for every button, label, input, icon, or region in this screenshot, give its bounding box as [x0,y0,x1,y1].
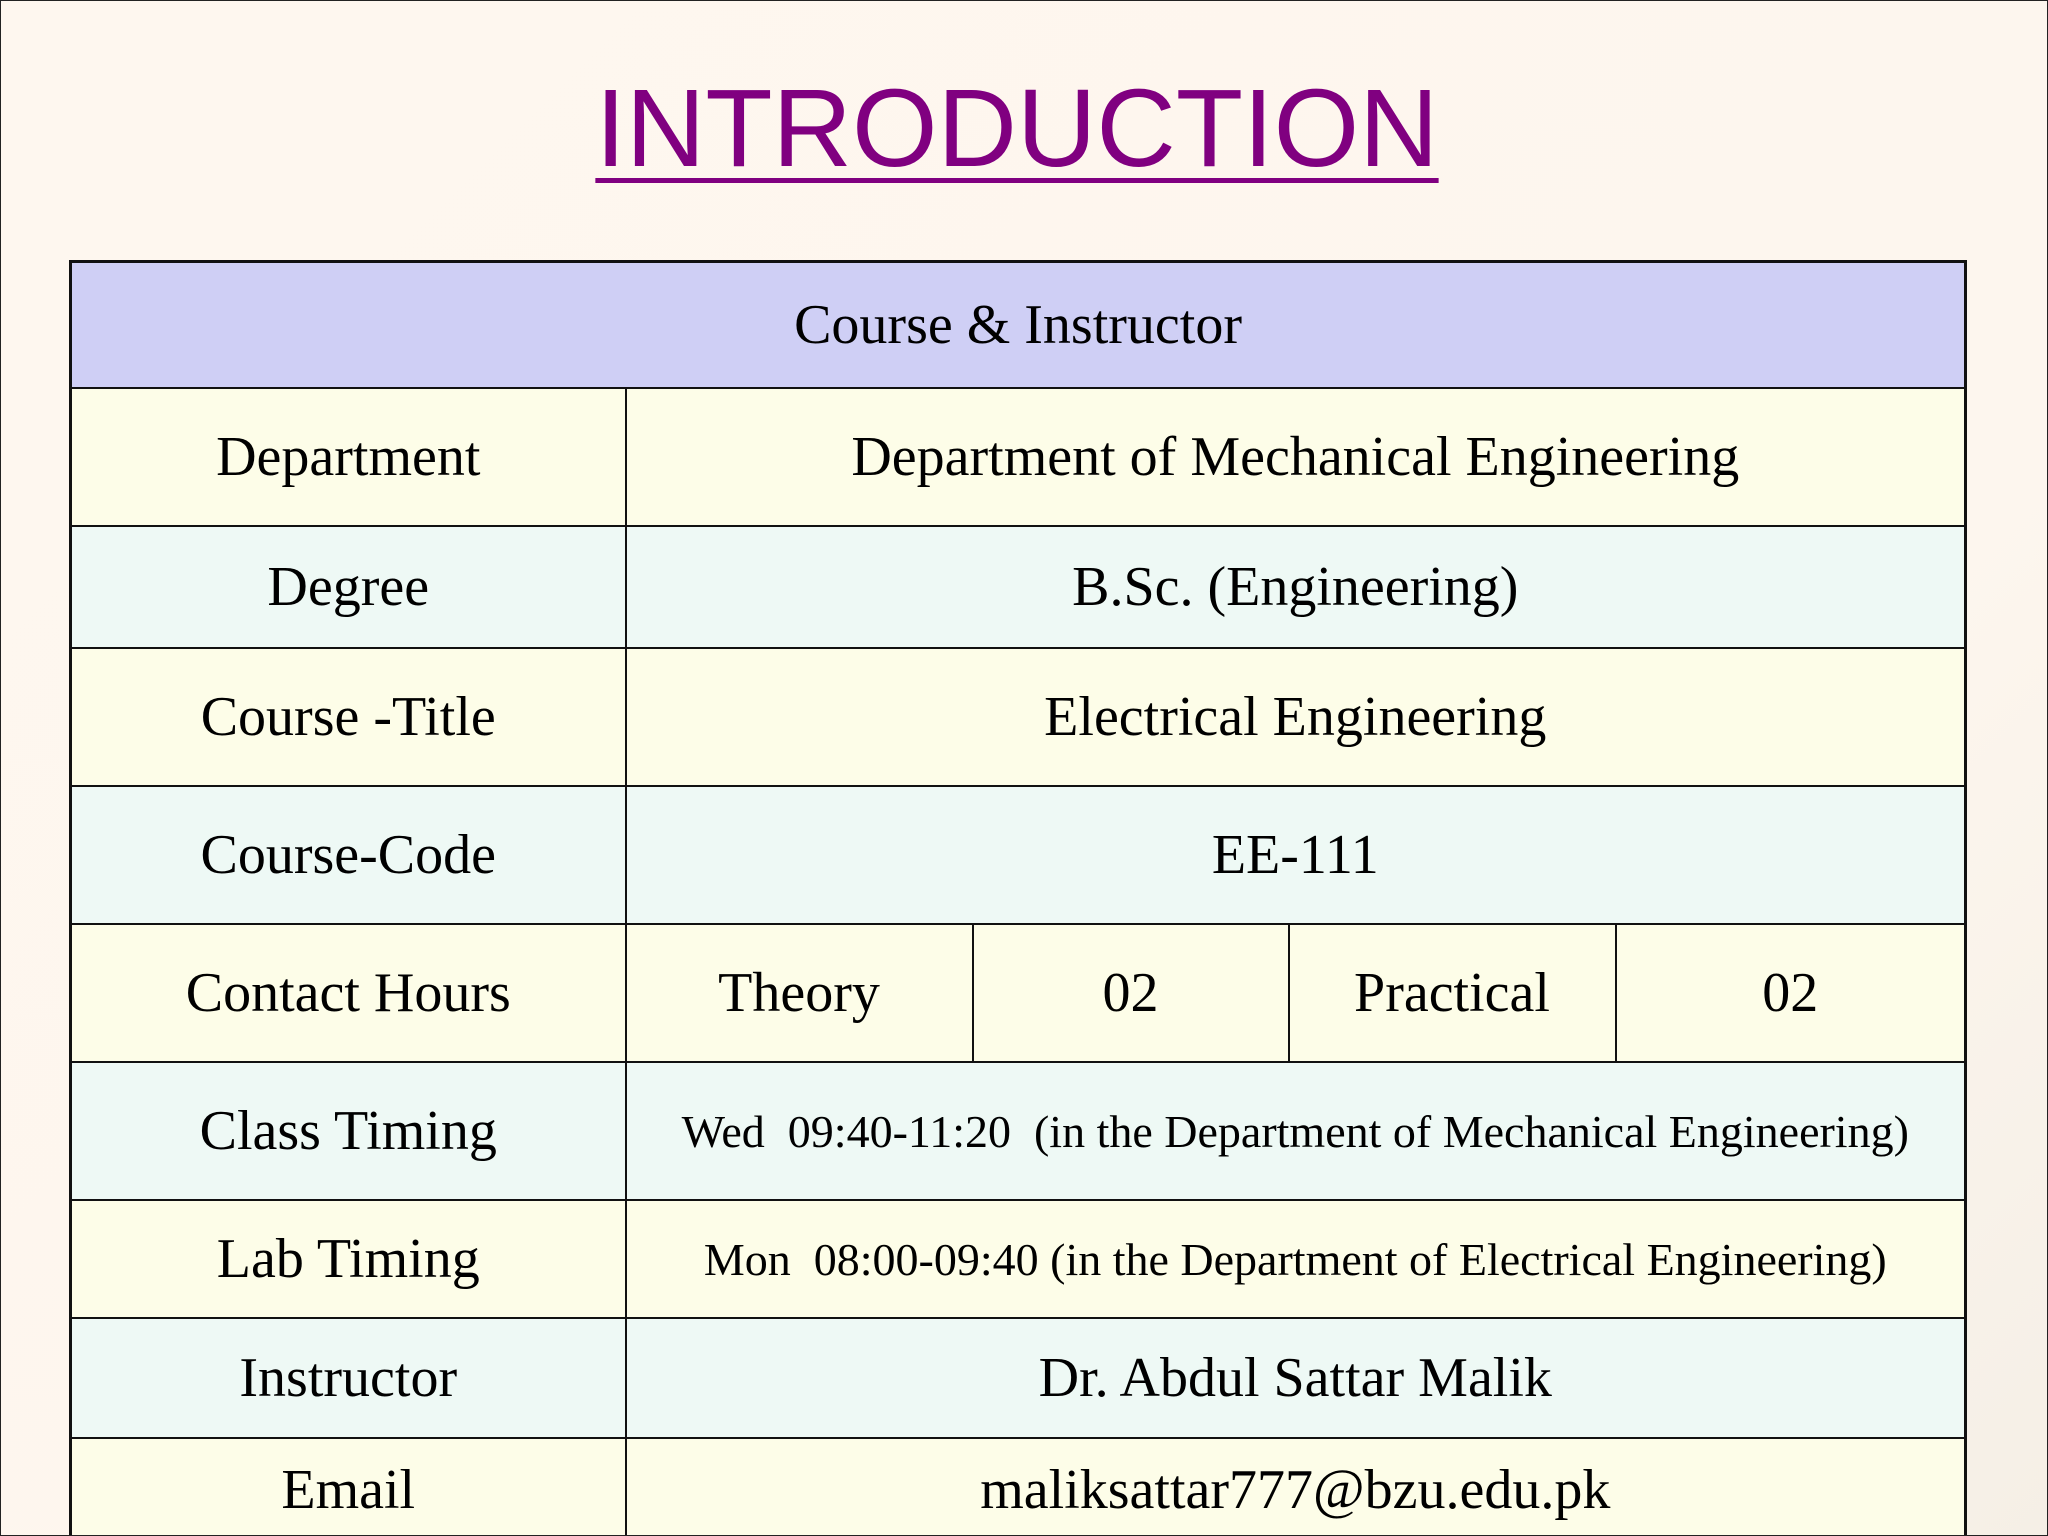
instructor-label: Instructor [71,1318,626,1438]
lab-timing-label: Lab Timing [71,1200,626,1318]
degree-label: Degree [71,526,626,648]
theory-hours-value: 02 [973,924,1289,1062]
table-header-row [71,262,1966,389]
department-value: Department of Mechanical Engineering [626,388,1966,526]
course-info-table [69,260,1967,1536]
email-value: maliksattar777@bzu.edu.pk [626,1438,1966,1536]
table-row-contact-hours [71,924,1966,1062]
course-title-label: Course -Title [71,648,626,786]
table-row-class-timing [71,1062,1966,1200]
table-row-course-code [71,786,1966,924]
class-timing-label: Class Timing [71,1062,626,1200]
table-row-lab-timing [71,1200,1966,1318]
theory-label: Theory [626,924,973,1062]
page-title: INTRODUCTION [595,67,1439,190]
course-code-label: Course-Code [71,786,626,924]
lab-timing-value: Mon 08:00-09:40 (in the Department of Electrical Engineering) [626,1200,1966,1318]
course-title-value: Electrical Engineering [626,648,1966,786]
table-row-degree [71,526,1966,648]
degree-value: B.Sc. (Engineering) [626,526,1966,648]
table-row-email [71,1438,1966,1536]
table-header: Course & Instructor [71,262,1966,389]
department-label: Department [71,388,626,526]
contact-hours-label: Contact Hours [71,924,626,1062]
table-row-course-title [71,648,1966,786]
instructor-value: Dr. Abdul Sattar Malik [626,1318,1966,1438]
table-row-department [71,388,1966,526]
table-row-instructor [71,1318,1966,1438]
practical-hours-value: 02 [1616,924,1966,1062]
course-code-value: EE-111 [626,786,1966,924]
class-timing-value: Wed 09:40-11:20 (in the Department of Mechanical Engineering) [626,1062,1966,1200]
practical-label: Practical [1289,924,1616,1062]
email-label: Email [71,1438,626,1536]
